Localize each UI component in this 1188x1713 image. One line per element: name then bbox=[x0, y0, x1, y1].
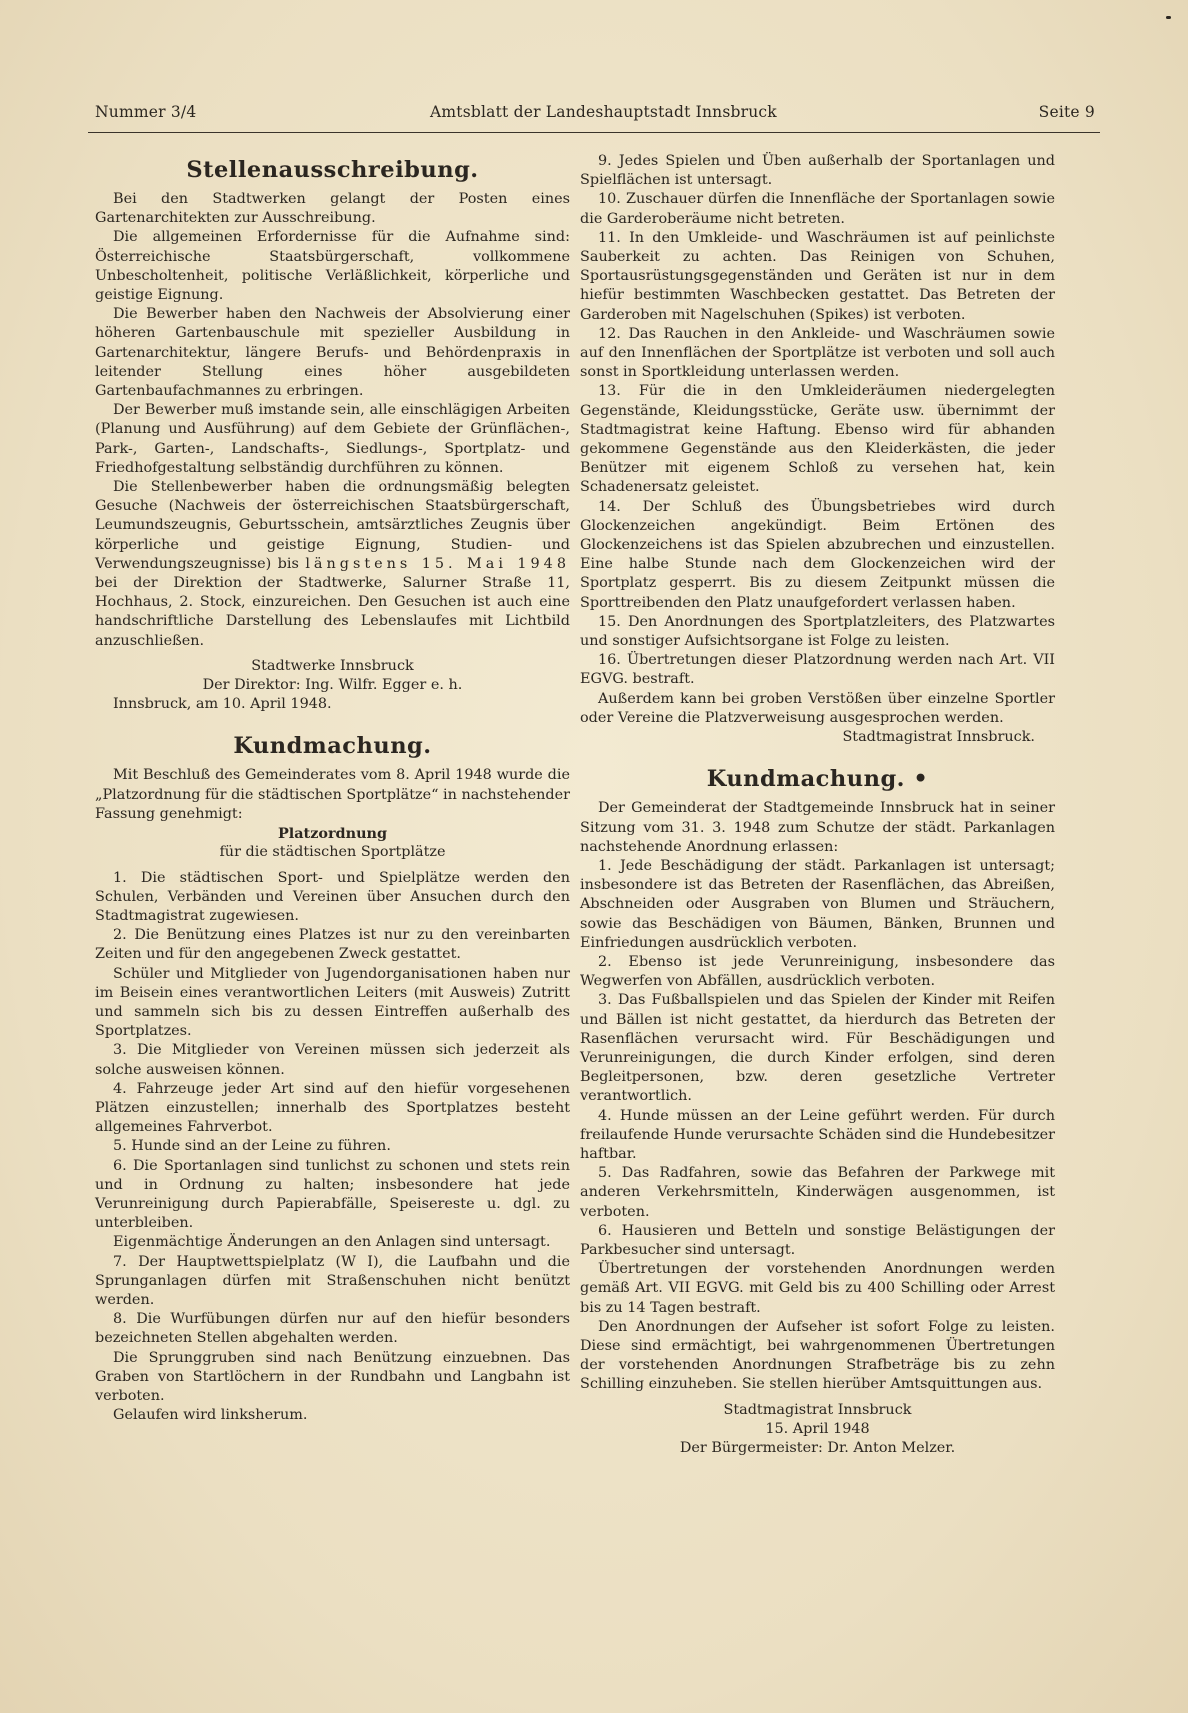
ink-speck bbox=[1166, 16, 1171, 19]
issue-number: Nummer 3/4 bbox=[95, 103, 197, 121]
rule-item: 7. Der Hauptwettspielplatz (W I), die Laufbahn und die Sprunganlagen dürfen mit Straßenschuhen nicht benützt werden. bbox=[95, 1253, 570, 1308]
left-column bbox=[95, 152, 570, 1425]
job-ad-paragraph: Bei den Stadtwerken gelangt der Posten eines Gartenarchitekten zur Ausschreibung. bbox=[95, 191, 570, 227]
job-ad-deadline: längstens 15. Mai 1948 bbox=[305, 555, 570, 572]
rule-item: 15. Den Anordnungen des Sportplatzleiters, des Platzwartes und sonstiger Aufsichtsorgane ist Folge zu leisten. bbox=[580, 613, 1055, 650]
park-rule-item: 4. Hunde müssen an der Leine geführt werden. Für durch freilaufende Hunde verursachte Schäden sind die Hundebesitzer haftbar. bbox=[580, 1107, 1055, 1162]
rule-item: Gelaufen wird linksherum. bbox=[113, 1407, 308, 1424]
rule-item: 8. Die Wurfübungen dürfen nur auf den hiefür besonders bezeichneten Stellen abgehalten werden. bbox=[95, 1311, 570, 1347]
rule-item: 6. Die Sportanlagen sind tunlichst zu schonen und stets rein und in Ordnung zu halten; insbesondere hat jede Verunreinigung durch Papierabfälle, Speisereste u. dgl. zu unterbleiben. bbox=[95, 1157, 570, 1232]
rules-subtitle: für die städtischen Sportplätze bbox=[219, 844, 446, 861]
park-rule-item: 3. Das Fußballspielen und das Spielen der Kinder mit Reifen und Bällen ist nicht gestattet, da hierdurch das Betreten der Rasenflächen verursacht wird. Für Beschädigungen und Verunreinigungen, die durch Kinder erfolgen, sind deren Begleitpersonen, bzw. deren gesetzliche Vertreter verantwortlich. bbox=[580, 992, 1055, 1105]
park-notice-title: Kundmachung. • bbox=[706, 766, 929, 793]
park-rule-item: Den Anordnungen der Aufseher ist sofort Folge zu leisten. Diese sind ermächtigt, bei wahrgenommenen Übertretungen der vorstehenden Anordnungen Strafbeträge bis zu zehn Schilling einzuheben. Sie stellen hierüber Amtsquittungen aus. bbox=[580, 1318, 1055, 1393]
job-ad-paragraph: Der Bewerber muß imstande sein, alle einschlägigen Arbeiten (Planung und Ausführung) auf dem Gebiete der Grünflächen-, Park-, Garten-, Landschafts-, Siedlungs-, Sportplatz- und Friedhofgestaltung selbständig durchführen zu können. bbox=[95, 402, 570, 476]
park-notice-date: 15. April 1948 bbox=[765, 1420, 870, 1437]
header-rule bbox=[88, 132, 1100, 133]
right-column bbox=[580, 152, 1055, 1458]
park-rule-item: 5. Das Radfahren, sowie das Befahren der Parkwege mit anderen Verkehrsmitteln, Kinderwägen ausgenommen, ist verboten. bbox=[580, 1165, 1055, 1220]
job-ad-paragraph: Die allgemeinen Erfordernisse für die Aufnahme sind: Österreichische Staatsbürgerschaft, vollkommene Unbescholtenheit, politische Verläßlichkeit, körperliche und geistige Eignung. bbox=[95, 229, 570, 304]
job-ad-date: Innsbruck, am 10. April 1948. bbox=[113, 696, 332, 713]
job-ad-paragraph: Die Bewerber haben den Nachweis der Absolvierung einer höheren Gartenbauschule mit spezieller Ausbildung in Gartenarchitektur, längere Berufs- und Behördenpraxis in leitender Stellung eines höher ausgebildeten Gartenbaufachmannes zu erbringen. bbox=[95, 306, 570, 400]
job-ad-text: bei der Direktion der Stadtwerke, Salurner Straße 11, Hochhaus, 2. Stock, einzureichen. Den Gesuchen ist auch eine handschriftliche Darstellung des Lebenslaufes mit Lichtbild anzuschließen. bbox=[95, 575, 570, 649]
park-notice-intro: Der Gemeinderat der Stadtgemeinde Innsbruck hat in seiner Sitzung vom 31. 3. 1948 zum Schutze der städt. Parkanlagen nachstehende Anordnung erlassen: bbox=[580, 800, 1055, 855]
job-ad-title: Stellenausschreibung. bbox=[186, 157, 479, 183]
rule-item: Schüler und Mitglieder von Jugendorganisationen haben nur im Beisein eines verantwortlichen Leiters (mit Ausweis) Zutritt und sammeln sich bis zu dessen Eintreffen außerhalb des Sportplatzes. bbox=[95, 965, 570, 1040]
park-rule-item: 6. Hausieren und Betteln und sonstige Belästigungen der Parkbesucher sind untersagt. bbox=[580, 1222, 1055, 1258]
park-rule-item: 2. Ebenso ist jede Verunreinigung, insbesondere das Wegwerfen von Abfällen, ausdrücklich verboten. bbox=[580, 953, 1055, 990]
page-header bbox=[95, 103, 1095, 125]
park-rule-item: Übertretungen der vorstehenden Anordnungen werden gemäß Art. VII EGVG. mit Geld bis zu 400 Schilling oder Arrest bis zu 14 Tagen bestraft. bbox=[580, 1261, 1055, 1316]
rules-title: Platzordnung bbox=[277, 825, 388, 843]
paper-title: Amtsblatt der Landeshauptstadt Innsbruck bbox=[430, 103, 777, 121]
rule-item: 9. Jedes Spielen und Üben außerhalb der Sportanlagen und Spielflächen ist untersagt. bbox=[580, 153, 1055, 189]
sport-notice-intro: Mit Beschluß des Gemeinderates vom 8. April 1948 wurde die „Platzordnung für die städtischen Sportplätze“ in nachstehender Fassung genehmigt: bbox=[95, 767, 570, 822]
rule-item: Eigenmächtige Änderungen an den Anlagen sind untersagt. bbox=[113, 1234, 551, 1251]
rule-item: 14. Der Schluß des Übungsbetriebes wird durch Glockenzeichen angekündigt. Beim Ertönen des Glockenzeichens ist das Spielen abzubrechen und einzustellen. Eine halbe Stunde nach dem Glockenzeichen wird der Sportplatz gesperrt. Bis zu diesem Zeitpunkt müssen die Sporttreibenden den Platz unaufgefordert verlassen haben. bbox=[580, 498, 1055, 611]
rule-item: 11. In den Umkleide- und Waschräumen ist auf peinlichste Sauberkeit zu achten. Das Reinigen von Schuhen, Sportausrüstungsgegenständen und Geräten ist nur in dem hiefür bestimmten Waschbecken gestattet. Das Betreten der Garderoben mit Nagelschuhen (Spikes) ist verboten. bbox=[580, 229, 1055, 323]
rules-signature: Stadtmagistrat Innsbruck. bbox=[842, 729, 1035, 746]
rule-item: 16. Übertretungen dieser Platzordnung werden nach Art. VII EGVG. bestraft. bbox=[580, 652, 1055, 688]
rule-item: Außerdem kann bei groben Verstößen über einzelne Sportler oder Vereine die Platzverweisung ausgesprochen werden. bbox=[580, 690, 1055, 726]
rule-item: 12. Das Rauchen in den Ankleide- und Waschräumen sowie auf den Innenflächen der Sportplätze ist verboten und soll auch sonst in Sportkleidung unterlassen werden. bbox=[580, 325, 1055, 381]
rule-item: 13. Für die in den Umkleideräumen niedergelegten Gegenstände, Kleidungsstücke, Geräte usw. übernimmt der Stadtmagistrat keine Haftung. Ebenso wird für abhanden gekommene Gegenstände aus den Kleiderkästen, die jeder Benützer mit eigenem Schloß zu versehen hat, kein Schadenersatz geleistet. bbox=[580, 383, 1055, 496]
rule-item: 1. Die städtischen Sport- und Spielplätze werden den Schulen, Verbänden und Vereinen über Ansuchen durch den Stadtmagistrat zugewiesen. bbox=[95, 869, 570, 924]
rule-item: 4. Fahrzeuge jeder Art sind auf den hiefür vorgesehenen Plätzen einzustellen; innerhalb des Sportplatzes besteht allgemeines Fahrverbot. bbox=[95, 1080, 570, 1136]
rule-item: 10. Zuschauer dürfen die Innenfläche der Sportanlagen sowie die Garderoberäume nicht betreten. bbox=[580, 191, 1055, 227]
rule-item: 3. Die Mitglieder von Vereinen müssen sich jederzeit als solche ausweisen können. bbox=[95, 1042, 570, 1078]
rule-item: Die Sprunggruben sind nach Benützung einzuebnen. Das Graben von Startlöchern in der Rundbahn und Langbahn ist verboten. bbox=[95, 1349, 570, 1404]
sport-notice-title: Kundmachung. bbox=[233, 733, 432, 760]
rule-item: 5. Hunde sind an der Leine zu führen. bbox=[113, 1138, 391, 1155]
rule-item: 2. Die Benützung eines Platzes ist nur zu den vereinbarten Zeiten und für den angegebenen Zweck gestattet. bbox=[95, 927, 570, 963]
park-notice-organization: Stadtmagistrat Innsbruck bbox=[723, 1401, 912, 1418]
job-ad-text: Die Stellenbewerber haben die ordnungsmäßig belegten Gesuche (Nachweis der österreichischen Staatsbürgerschaft, Leumundszeugnis, Geburtsschein, amtsärztliches Zeugnis über körperliche und geistige Eignung, Studien- und Verwendungszeugnisse) bis bbox=[95, 479, 570, 572]
job-ad-director: Der Direktor: Ing. Wilfr. Egger e. h. bbox=[202, 677, 463, 694]
job-ad-paragraph bbox=[95, 478, 570, 651]
page-number: Seite 9 bbox=[1038, 103, 1095, 121]
park-rule-item: 1. Jede Beschädigung der städt. Parkanlagen ist untersagt; insbesondere ist das Betreten der Rasenflächen, das Abreißen, Abschneiden oder Ausgraben von Blumen und Sträuchern, sowie das Beschädigen von Bäumen, Bänken, Brunnen und Einfriedungen ausdrücklich verboten. bbox=[580, 857, 1055, 951]
job-ad-organization: Stadtwerke Innsbruck bbox=[251, 657, 414, 674]
park-notice-mayor: Der Bürgermeister: Dr. Anton Melzer. bbox=[679, 1440, 956, 1456]
